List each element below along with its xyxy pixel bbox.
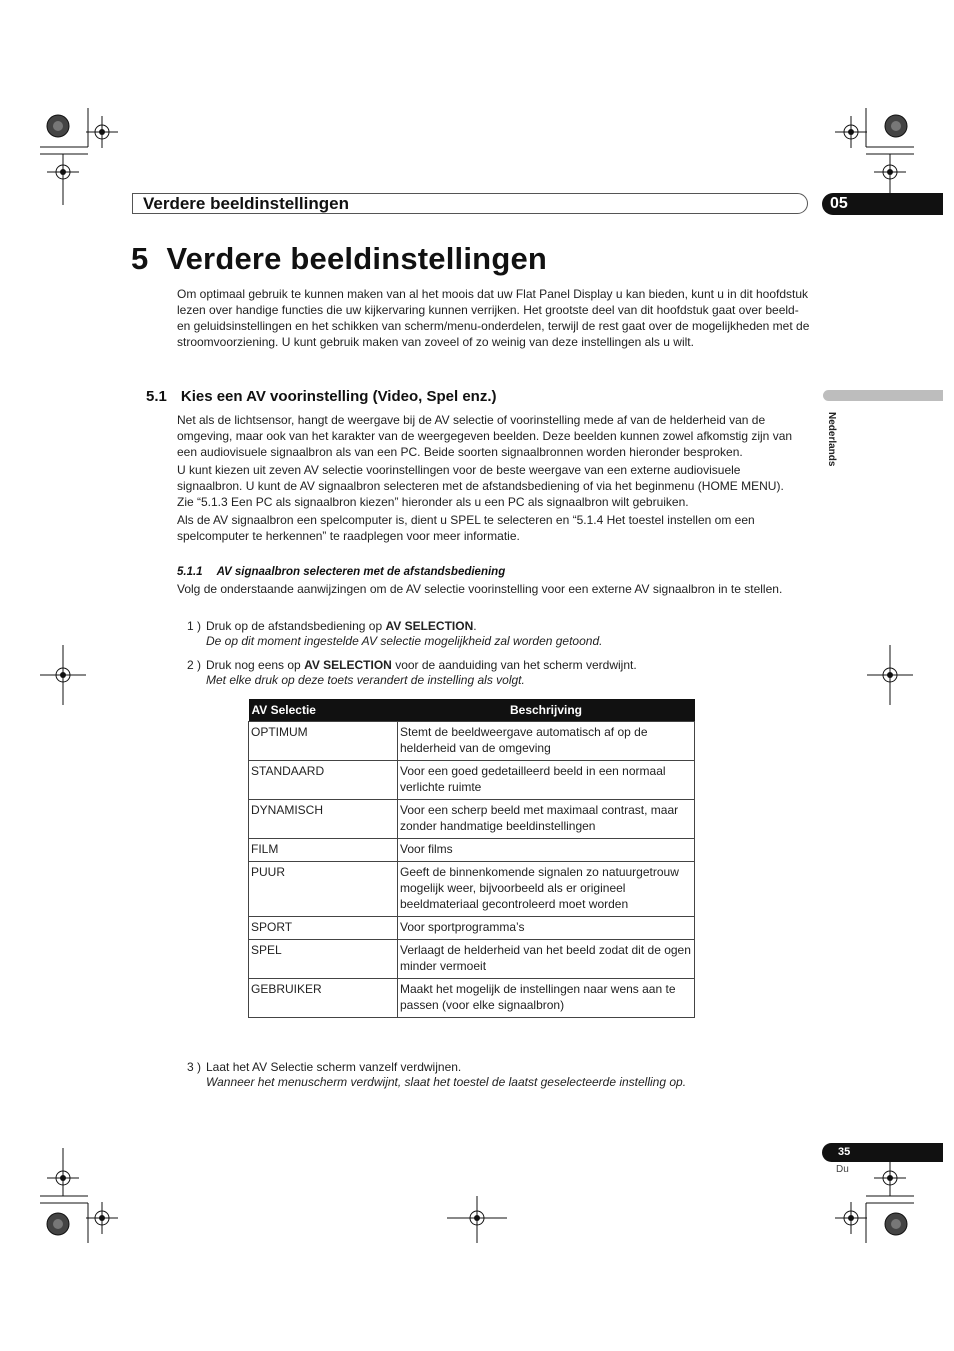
step-2-text: Druk nog eens op AV SELECTION voor de aanduiding van het scherm verdwijnt. [206,658,637,672]
table-row [249,862,695,917]
section-title: Kies een AV voorinstelling (Video, Spel enz.) [180,388,497,405]
subsection-title: AV signaalbron selecteren met de afstandsbediening [216,566,506,578]
chapter-heading-number: 5 [131,241,149,276]
step-1 [187,618,787,652]
table-cell-mode: SPEL [249,940,398,979]
section-number: 5.1 [146,388,167,405]
step-3-text: Laat het AV Selectie scherm vanzelf verdwijnen. [206,1060,462,1074]
table-row [249,979,695,1018]
table-cell-mode: PUUR [249,862,398,917]
chapter-intro: Om optimaal gebruik te kunnen maken van al het moois dat uw Flat Panel Display u kan bieden, kunt u in dit hoofdstuk lezen over handige functies die uw kijkervaring kunnen verrijken. Het grootste deel van dit hoofdstuk gaat over beeld- en geluidsinstellingen en het schikken van scherm/menu-onderdelen, terwijl de rest gaat over de mogelijkheden met de stroomvoorziening. U kunt gebruik maken van zoveel of zo weinig van deze instellingen als u wilt. [177,287,810,349]
chapter-number-badge: 05 [822,193,943,215]
table-cell-description: Maakt het mogelijk de instellingen naar wens aan te passen (voor elke signaalbron) [398,979,695,1018]
header-title: Verdere beeldinstellingen [143,194,349,213]
table-cell-description: Voor sportprogramma’s [398,917,695,940]
table-cell-mode: SPORT [249,917,398,940]
step-2-note: Met elke druk op deze toets verandert de instelling als volgt. [206,673,525,687]
table-row [249,917,695,940]
page-number-badge: 35 [822,1143,943,1162]
table-row [249,722,695,761]
section-heading [146,388,496,405]
table-cell-description: Voor films [398,839,695,862]
subsection-number: 5.1.1 [177,566,203,578]
table-cell-mode: STANDAARD [249,761,398,800]
table-header-row [249,699,695,722]
footer-language-code: Du [836,1164,849,1175]
table-cell-description: Verlaagt de helderheid van het beeld zodat dit de ogen minder vermoeit [398,940,695,979]
table-cell-description: Geeft de binnenkomende signalen zo natuurgetrouw mogelijk weer, bijvoorbeeld als er origineel beeldmateriaal gecontroleerd moet worden [398,862,695,917]
table-header-beschrijving: Beschrijving [398,699,695,722]
table-header-av-selectie: AV Selectie [249,699,398,722]
table-cell-mode: DYNAMISCH [249,800,398,839]
chapter-heading [131,241,547,277]
section-paragraph-3: Als de AV signaalbron een spelcomputer is, dient u SPEL te selecteren en “5.1.4 Het toestel instellen om een spelcomputer te herkennen” te raadplegen voor meer informatie. [177,513,755,543]
table-cell-description: Voor een scherp beeld met maximaal contrast, maar zonder handmatige beeldinstellingen [398,800,695,839]
step-3-note: Wanneer het menuscherm verdwijnt, slaat het toestel de laatst geselecteerde instelling op. [206,1075,687,1089]
section-paragraph-2: U kunt kiezen uit zeven AV selectie voorinstellingen voor de beste weergave van een externe audiovisuele signaalbron. U kunt de AV signaalbron selecteren met de afstandsbediening of via het beginmenu (HOME MENU). Zie “5.1.3 Een PC als signaalbron kiezen” hieronder als u een PC als signaalbron wilt gebruiken. [177,463,784,509]
table-row [249,839,695,862]
step-2 [187,657,787,691]
table-row [249,940,695,979]
table-row [249,761,695,800]
av-selection-table [248,699,695,1018]
chapter-heading-title: Verdere beeldinstellingen [166,241,548,276]
step-1-number: 1 ) [187,619,202,633]
step-3 [187,1059,787,1093]
table-cell-description: Stemt de beeldweergave automatisch af op de helderheid van de omgeving [398,722,695,761]
table-cell-mode: FILM [249,839,398,862]
step-1-text: Druk op de afstandsbediening op AV SELECTION. [206,619,477,633]
language-label: Nederlands [826,412,837,467]
table-cell-mode: GEBRUIKER [249,979,398,1018]
table-cell-description: Voor een goed gedetailleerd beeld in een normaal verlichte ruimte [398,761,695,800]
step-2-number: 2 ) [187,658,202,672]
step-3-number: 3 ) [187,1060,202,1074]
section-paragraph-1: Net als de lichtsensor, hangt de weergave bij de AV selectie of voorinstelling mede af van de helderheid van de omgeving, maar ook van het karakter van de weergegeven beelden. Deze beelden kunnen zowel afkomstig zijn van een audiovisuele signaalbron als van een PC. Beide soorten signaalbronnen worden hieronder besproken. [177,413,793,459]
language-tab [823,390,943,401]
subsection-heading [177,566,505,578]
table-cell-mode: OPTIMUM [249,722,398,761]
table-row [249,800,695,839]
step-1-note: De op dit moment ingestelde AV selectie mogelijkheid zal worden getoond. [206,634,603,648]
subsection-intro: Volg de onderstaande aanwijzingen om de AV selectie voorinstelling voor een externe AV signaalbron in te stellen. [177,582,783,596]
